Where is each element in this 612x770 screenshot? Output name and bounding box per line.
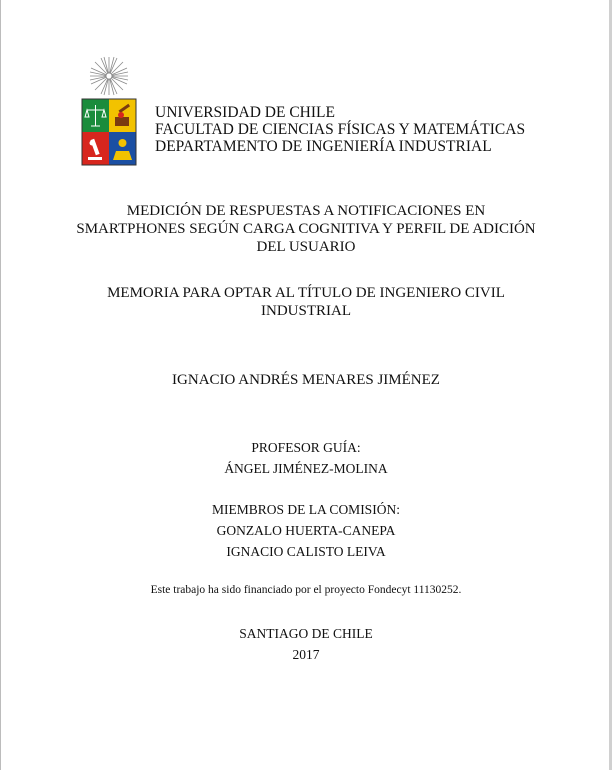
city: SANTIAGO DE CHILE [239,626,373,641]
university-name: UNIVERSIDAD DE CHILE [155,104,335,121]
author-name-text: IGNACIO ANDRÉS MENARES JIMÉNEZ [172,372,440,388]
committee-member: GONZALO HUERTA-CANEPA [216,523,396,538]
thesis-title [0,202,612,256]
advisor-section [0,437,612,479]
department-name: DEPARTAMENTO DE INGENIERÍA INDUSTRIAL [155,138,492,155]
university-crest-icon [80,55,138,167]
author-name [0,371,612,389]
advisor-label: PROFESOR GUÍA: [251,440,361,455]
funding-note-text: Este trabajo ha sido financiado por el proyecto Fondecyt 11130252. [150,584,462,596]
place-and-year [0,623,612,665]
funding-note [0,583,612,598]
institution-header [155,104,525,155]
degree-subtitle [0,284,612,320]
thesis-title-line: MEDICIÓN DE RESPUESTAS A NOTIFICACIONES EN [126,203,486,219]
shield [82,99,136,165]
faculty-name: FACULTAD DE CIENCIAS FÍSICAS Y MATEMÁTICAS [155,121,526,138]
advisor-name: ÁNGEL JIMÉNEZ-MOLINA [224,461,388,476]
thesis-title-line: SMARTPHONES SEGÚN CARGA COGNITIVA Y PERFIL DE ADICIÓN [76,221,536,237]
committee-member: IGNACIO CALISTO LEIVA [226,544,386,559]
thesis-title-line: DEL USUARIO [256,239,356,255]
committee-section [0,499,612,562]
committee-label: MIEMBROS DE LA COMISIÓN: [212,502,400,517]
year: 2017 [292,647,320,662]
degree-subtitle-line: INDUSTRIAL [261,303,351,319]
degree-subtitle-line: MEMORIA PARA OPTAR AL TÍTULO DE INGENIERO CIVIL [107,285,505,301]
